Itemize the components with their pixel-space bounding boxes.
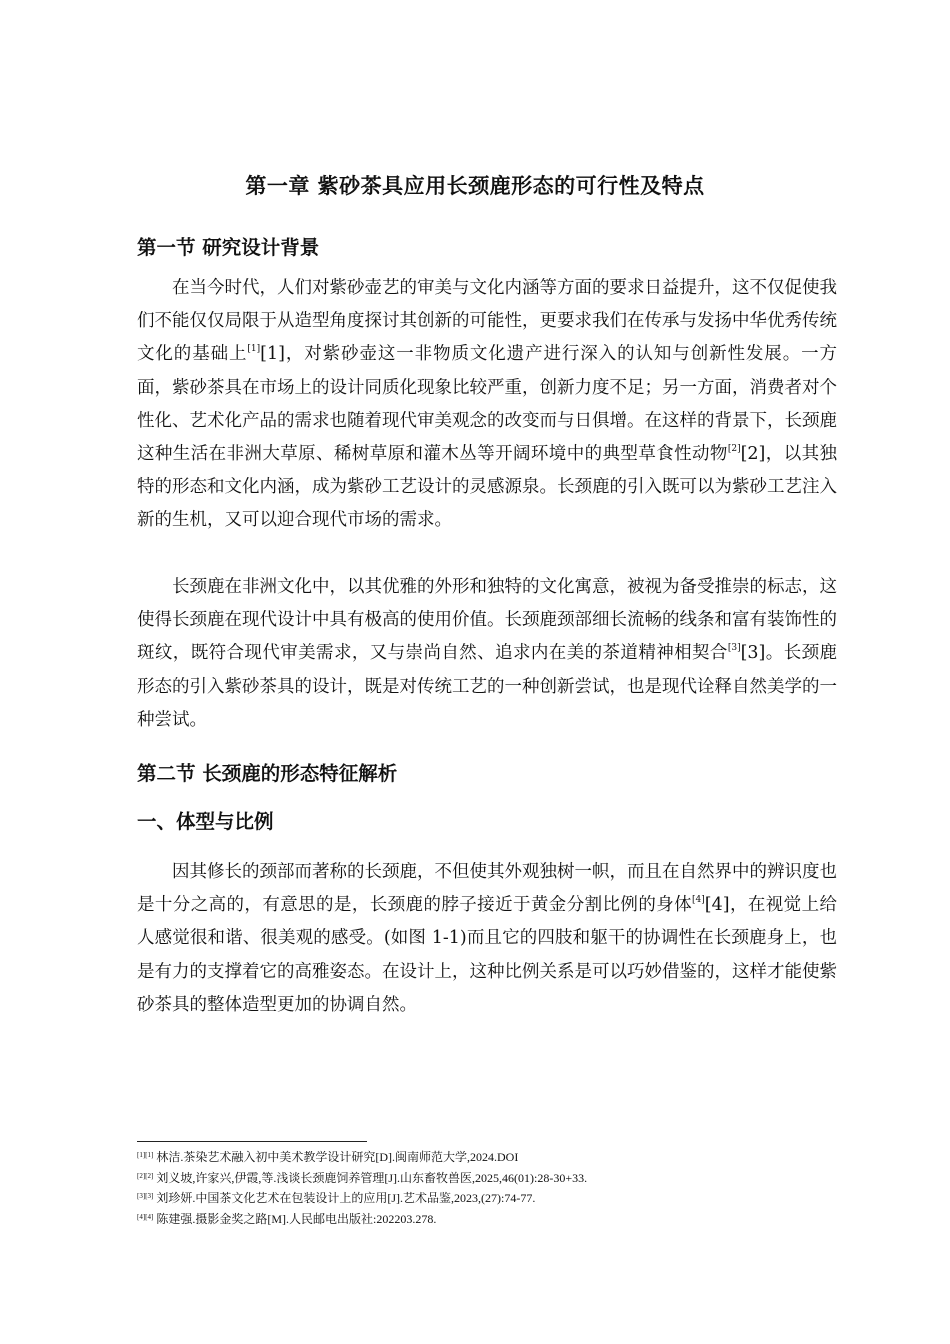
paragraph-background-1 — [137, 272, 837, 538]
paragraph-background-2 — [137, 571, 837, 737]
chapter-title: 第一章 紫砂茶具应用长颈鹿形态的可行性及特点 — [245, 174, 705, 198]
citation-marker: [2] — [727, 444, 741, 455]
paragraph-text: [2]，以其独特的形态和文化内涵，成为紫砂工艺设计的灵感源泉。长颈鹿的引入既可以为紫砂工艺注入新的生机，又可以迎合现代市场的需求。 — [137, 444, 837, 531]
footnote-3 — [137, 1187, 837, 1208]
footnote-marker: [1][1] — [137, 1151, 154, 1159]
paragraph-text: [4]，在视觉上给人感觉很和谐、很美观的感受。(如图 1-1)而且它的四肢和躯干的协调性在长颈鹿身上，也是有力的支撑着它的高雅姿态。在设计上，这种比例关系是可以巧妙借鉴的，这样才能使紫砂茶具的整体造型更加的协调自然。 — [137, 895, 837, 1015]
paragraph-proportion — [137, 856, 837, 1022]
footnote-text: 刘珍妍.中国茶文化艺术在包装设计上的应用[J].艺术品鉴,2023,(27):74-77. — [156, 1191, 536, 1205]
footnote-2 — [137, 1167, 837, 1188]
citation-marker: [4] — [692, 895, 705, 906]
footnote-1 — [137, 1146, 837, 1167]
citation-marker: [1] — [247, 344, 261, 355]
paragraph-text: [3]。长颈鹿形态的引入紫砂茶具的设计，既是对传统工艺的一种创新尝试，也是现代诠释自然美学的一种尝试。 — [137, 643, 837, 730]
section-title-1: 第一节 研究设计背景 — [137, 236, 320, 259]
citation-marker: [3] — [727, 643, 741, 654]
paragraph-text: 因其修长的颈部而著称的长颈鹿，不但使其外观独树一帜，而且在自然界中的辨识度也是十分之高的，有意思的是，长颈鹿的脖子接近于黄金分割比例的身体 — [137, 862, 837, 916]
footnote-divider — [137, 1141, 367, 1142]
paragraph-text: [1]，对紫砂壶这一非物质文化遗产进行深入的认知与创新性发展。一方面，紫砂茶具在市场上的设计同质化现象比较严重，创新力度不足；另一方面，消费者对个性化、艺术化产品的需求也随着现代审美观念的改变而与日俱增。在这样的背景下，长颈鹿这种生活在非洲大草原、稀树草原和灌木丛等开阔环境中的典型草食性动物 — [137, 344, 838, 465]
footnotes — [137, 1146, 837, 1228]
footnote-marker: [4][4] — [137, 1212, 154, 1221]
footnote-text: 林洁.茶染艺术融入初中美术教学设计研究[D].闽南师范大学,2024.DOI — [156, 1150, 519, 1164]
footnote-text: 陈建强.摄影金奖之路[M].人民邮电出版社:202203.278. — [156, 1211, 437, 1226]
paragraph-text: 长颈鹿在非洲文化中，以其优雅的外形和独特的文化寓意，被视为备受推崇的标志，这使得长颈鹿在现代设计中具有极高的使用价值。长颈鹿颈部细长流畅的线条和富有装饰性的斑纹，既符合现代审美需求，又与崇尚自然、追求内在美的茶道精神相契合 — [137, 577, 837, 664]
subsection-title: 一、体型与比例 — [137, 810, 274, 833]
footnote-marker: [3][3] — [137, 1192, 154, 1200]
section-title-2: 第二节 长颈鹿的形态特征解析 — [137, 762, 398, 785]
footnote-4 — [137, 1208, 837, 1229]
footnote-text: 刘义坡,许家兴,伊霞,等.浅谈长颈鹿饲养管理[J].山东畜牧兽医,2025,46(01):28-30+33. — [156, 1170, 588, 1185]
footnote-marker: [2][2] — [137, 1171, 154, 1180]
paragraph-text: 在当今时代，人们对紫砂壶艺的审美与文化内涵等方面的要求日益提升，这不仅促使我们不能仅仅局限于从造型角度探讨其创新的可能性，更要求我们在传承与发扬中华优秀传统文化的基础上 — [137, 278, 837, 365]
